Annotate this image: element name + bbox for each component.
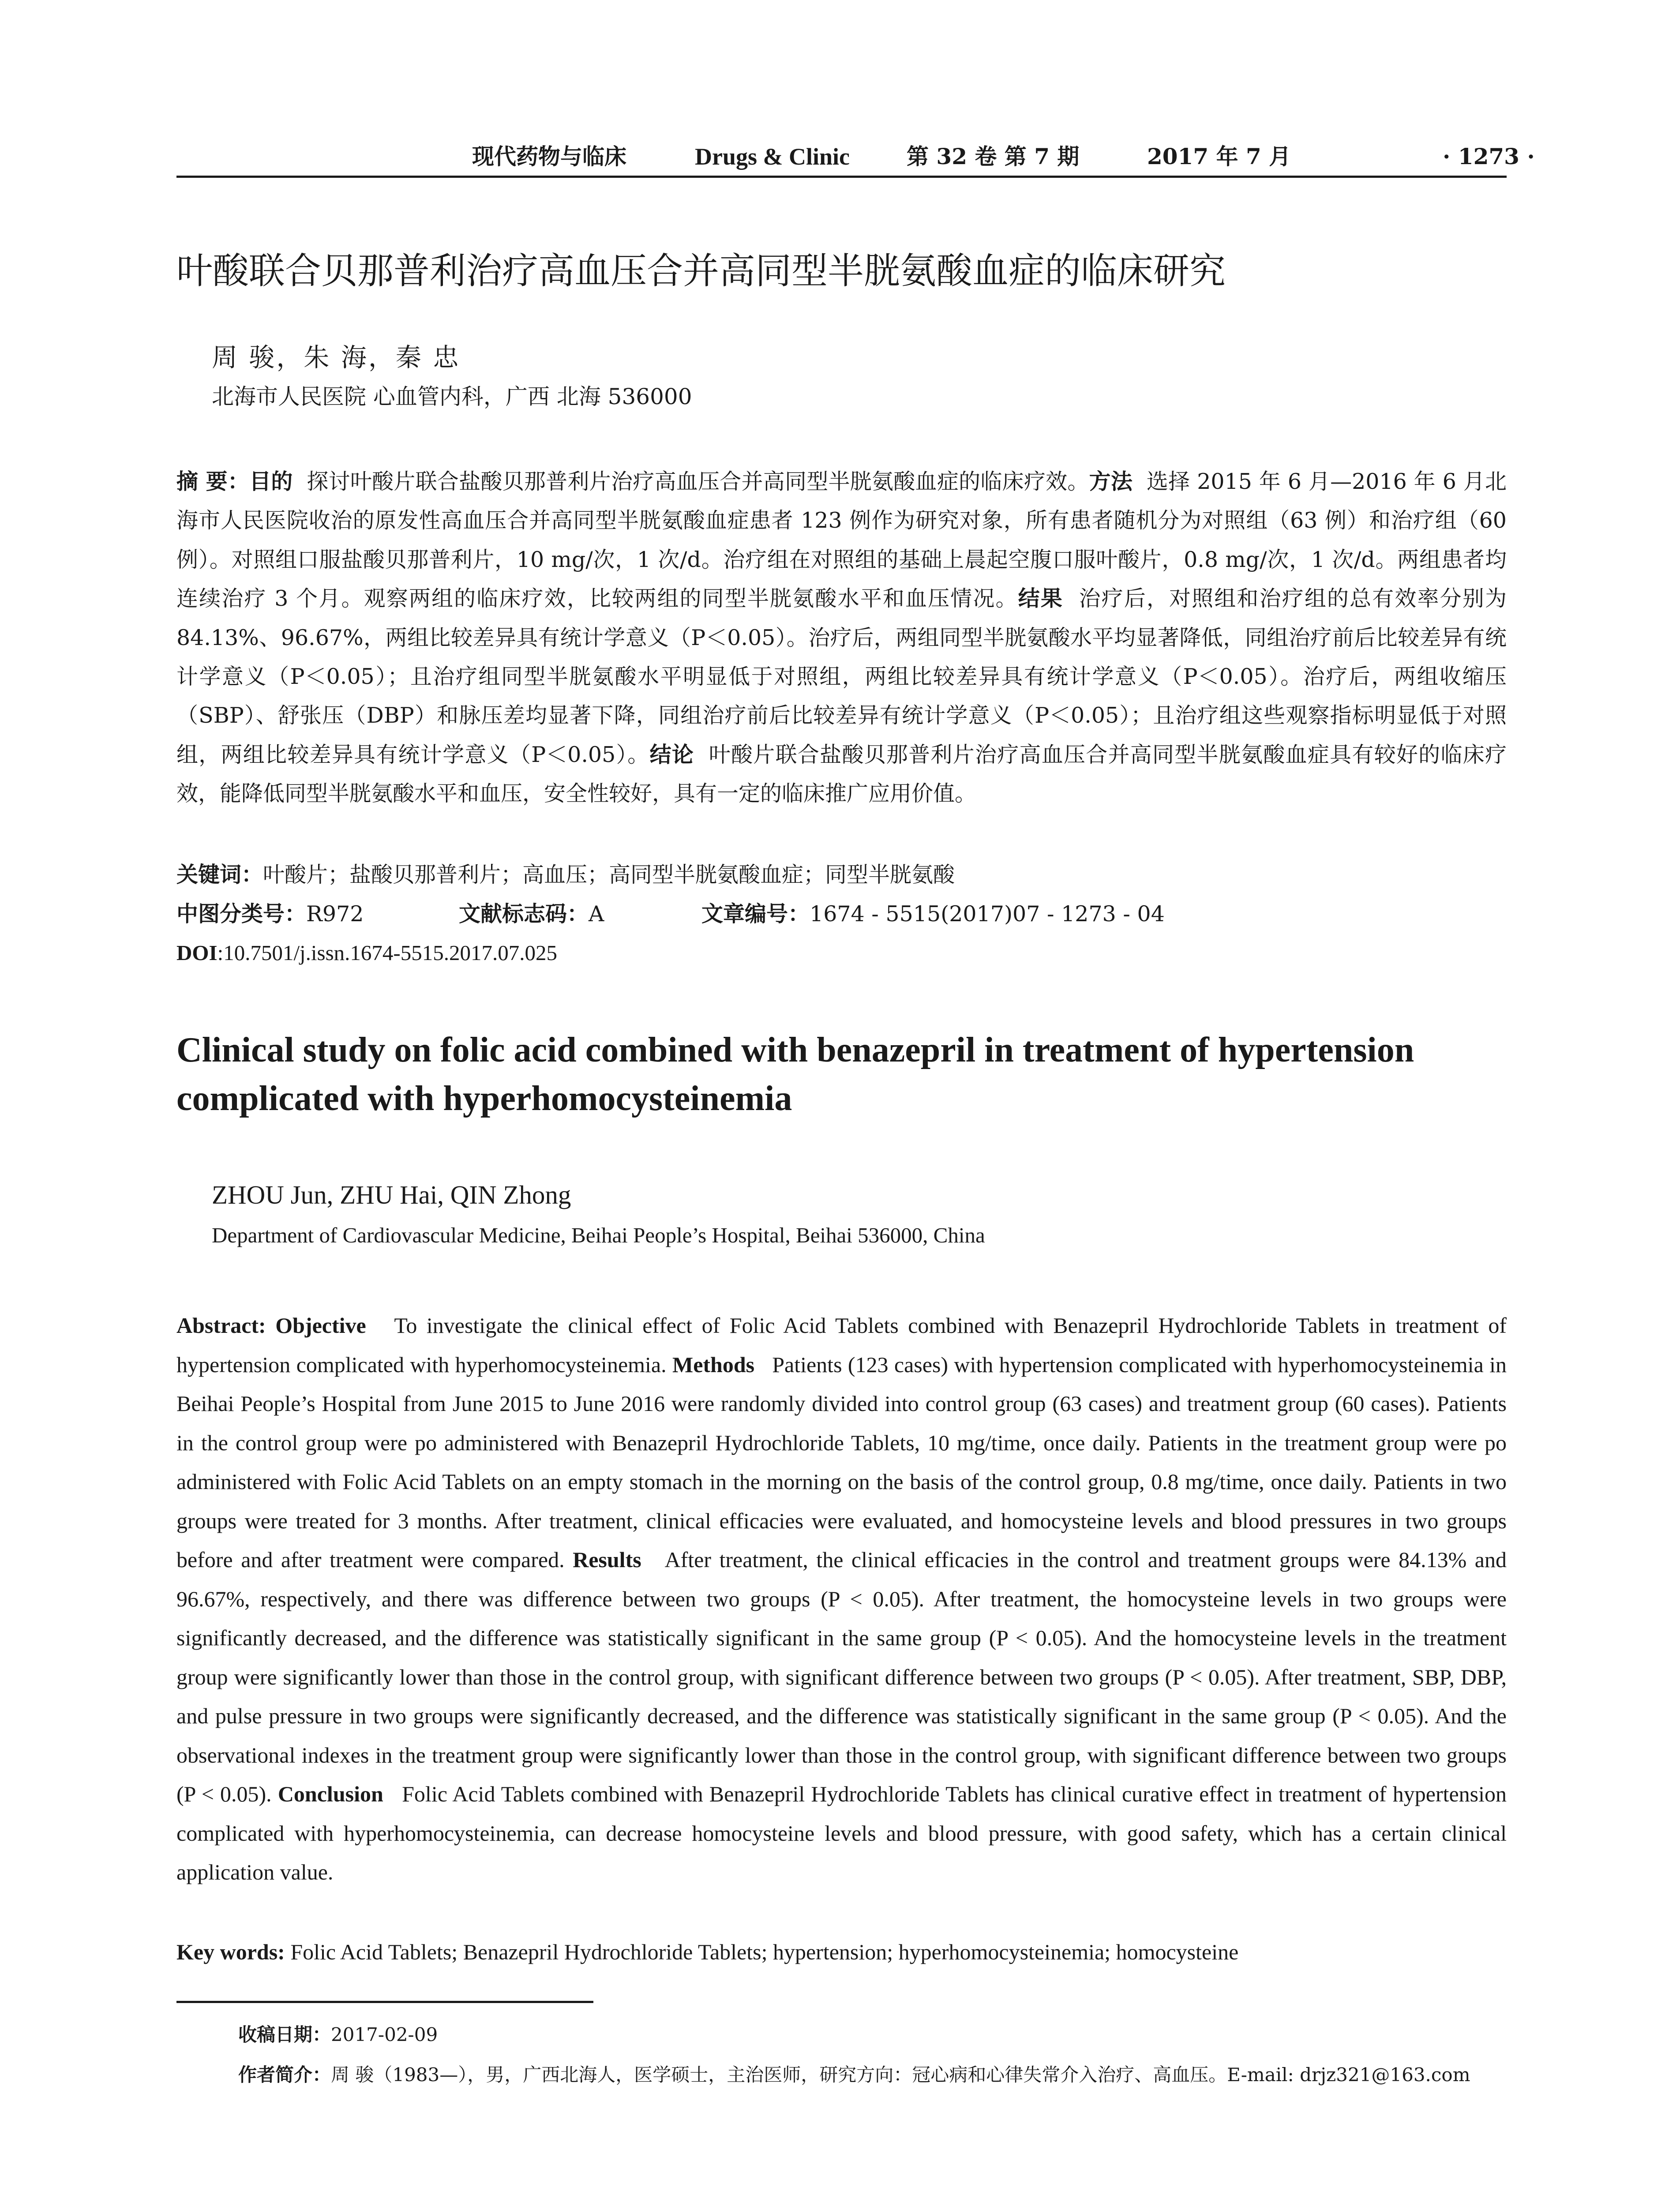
doi-label: DOI <box>176 941 218 965</box>
received-label: 收稿日期： <box>238 2024 331 2045</box>
doi-line <box>176 935 557 971</box>
results-label-en: Results <box>573 1547 641 1572</box>
authors-cn: 周 骏，朱 海，秦 忠 <box>212 342 461 372</box>
affiliation-en: Department of Cardiovascular Medicine, Beihai People’s Hospital, Beihai 536000, China <box>212 1223 985 1247</box>
objective-label-en: Objective <box>275 1313 366 1338</box>
author-bio-text: 周 骏（1983—），男，广西北海人，医学硕士，主治医师，研究方向：冠心病和心律失常介入治疗、高血压。E-mail: drjz321@163.com <box>331 2064 1470 2086</box>
methods-label-cn: 方法 <box>1089 469 1133 494</box>
abstract-en <box>176 1306 1507 1892</box>
volume-issue: 第 32 卷 第 7 期 <box>907 143 1080 169</box>
abstract-label-cn: 摘 要： <box>176 469 250 494</box>
conclusion-label-en: Conclusion <box>278 1782 383 1806</box>
conclusion-label-cn: 结论 <box>649 742 694 767</box>
objective-label-cn: 目的 <box>249 469 293 494</box>
running-header <box>176 139 1535 174</box>
keywords-label-en: Key words: <box>176 1940 285 1964</box>
clc-value: R972 <box>306 901 364 927</box>
keywords-en <box>176 1934 1238 1970</box>
classification-line <box>176 897 1507 932</box>
doi-value: :10.7501/j.issn.1674-5515.2017.07.025 <box>217 941 557 965</box>
objective-text-cn: 探讨叶酸片联合盐酸贝那普利片治疗高血压合并高同型半胱氨酸血症的临床疗效。 <box>307 469 1089 494</box>
article-number-value: 1674 - 5515(2017)07 - 1273 - 04 <box>810 901 1165 927</box>
author-bio-label: 作者简介： <box>238 2064 331 2086</box>
footnote-rule <box>176 2001 593 2003</box>
results-text-en: After treatment, the clinical efficacies in the control and treatment groups were 84.13% and 96.67%, respectively, and there was difference between two groups (P < 0.05). After treatment, the homocysteine levels in two groups were significantly decreased, and the difference was statistically significant in the same group (P < 0.05). And the homocysteine levels in the treatment group were significantly lower than those in the control group, with significant difference between two groups (P < 0.05). After treatment, SBP, DBP, and pulse pressure in two groups were significantly decreased, and the difference was statistically significant in the same group (P < 0.05). And the observational indexes in the treatment group were significantly lower than those in the control group, with significant difference between two groups (P < 0.05). <box>176 1547 1507 1806</box>
issue-date: 2017 年 7 月 <box>1147 143 1291 169</box>
results-text-cn: 治疗后，对照组和治疗组的总有效率分别为 84.13%、96.67%，两组比较差异具有统计学意义（P＜0.05）。治疗后，两组同型半胱氨酸水平均显著降低，同组治疗前后比较差异有统计学意义（P＜0.05）；且治疗组同型半胱氨酸水平明显低于对照组，两组比较差异具有统计学意义（P＜0.05）。治疗后，两组收缩压（SBP）、舒张压（DBP）和脉压差均显著下降，同组治疗前后比较差异有统计学意义（P＜0.05）；且治疗组这些观察指标明显低于对照组，两组比较差异具有统计学意义（P＜0.05）。 <box>176 586 1507 767</box>
methods-text-cn: 选择 2015 年 6 月—2016 年 6 月北海市人民医院收治的原发性高血压合并高同型半胱氨酸血症患者 123 例作为研究对象，所有患者随机分为对照组（63 例）和治疗组（60 例）。对照组口服盐酸贝那普利片，10 mg/次，1 次/d。治疗组在对照组的基础上晨起空腹口服叶酸片，0.8 mg/次，1 次/d。两组患者均连续治疗 3 个月。观察两组的临床疗效，比较两组的同型半胱氨酸水平和血压情况。 <box>176 469 1507 612</box>
keywords-text-en: Folic Acid Tablets; Benazepril Hydrochloride Tablets; hypertension; hyperhomocysteinemia; homocysteine <box>290 1940 1239 1964</box>
doc-code-label: 文献标志码： <box>459 901 589 927</box>
title-en: Clinical study on folic acid combined with benazepril in treatment of hypertension complicated with hyperhomocysteinemia <box>176 1031 1414 1118</box>
objective-text-en: To investigate the clinical effect of Folic Acid Tablets combined with Benazepril Hydrochloride Tablets in treatment of hypertension complicated with hyperhomocysteinemia. <box>176 1313 1507 1377</box>
keywords-cn <box>176 857 955 893</box>
methods-label-en: Methods <box>672 1352 755 1377</box>
authors-en: ZHOU Jun, ZHU Hai, QIN Zhong <box>212 1180 571 1209</box>
clc-label: 中图分类号： <box>176 901 307 927</box>
received-value: 2017-02-09 <box>331 2024 438 2045</box>
journal-name-en: Drugs & Clinic <box>695 143 850 170</box>
title-cn: 叶酸联合贝那普利治疗高血压合并高同型半胱氨酸血症的临床研究 <box>176 250 1226 292</box>
doc-code-value: A <box>589 901 604 927</box>
page-number: · 1273 · <box>1443 143 1535 169</box>
affiliation-cn: 北海市人民医院 心血管内科，广西 北海 536000 <box>212 384 692 409</box>
received-date <box>238 2019 438 2050</box>
results-label-cn: 结果 <box>1018 586 1063 612</box>
author-bio <box>238 2060 1470 2090</box>
header-rule <box>176 176 1507 178</box>
keywords-text-cn: 叶酸片；盐酸贝那普利片；高血压；高同型半胱氨酸血症；同型半胱氨酸 <box>263 862 955 887</box>
methods-text-en: Patients (123 cases) with hypertension complicated with hyperhomocysteinemia in Beihai People’s Hospital from June 2015 to June 2016 were randomly divided into control group (63 cases) and treatment group (60 cases). Patients in the control group were po administered with Benazepril Hydrochloride Tablets, 10 mg/time, once daily. Patients in the treatment group were po administered with Folic Acid Tablets on an empty stomach in the morning on the basis of the control group, 0.8 mg/time, once daily. Patients in two groups were treated for 3 months. After treatment, clinical efficacies were evaluated, and homocysteine levels and blood pressures in two groups before and after treatment were compared. <box>176 1352 1507 1572</box>
article-number-label: 文章编号： <box>701 901 810 927</box>
abstract-cn <box>176 462 1507 814</box>
journal-name-cn: 现代药物与临床 <box>472 143 626 169</box>
abstract-label-en: Abstract: <box>176 1313 266 1338</box>
keywords-label-cn: 关键词： <box>176 862 263 887</box>
conclusion-text-en: Folic Acid Tablets combined with Benazepril Hydrochloride Tablets has clinical curative effect in treatment of hypertension complicated with hyperhomocysteinemia, can decrease homocysteine levels and blood pressure, with good safety, which has a certain clinical application value. <box>176 1782 1507 1884</box>
conclusion-text-cn: 叶酸片联合盐酸贝那普利片治疗高血压合并高同型半胱氨酸血症具有较好的临床疗效，能降低同型半胱氨酸水平和血压，安全性较好，具有一定的临床推广应用价值。 <box>176 742 1507 807</box>
